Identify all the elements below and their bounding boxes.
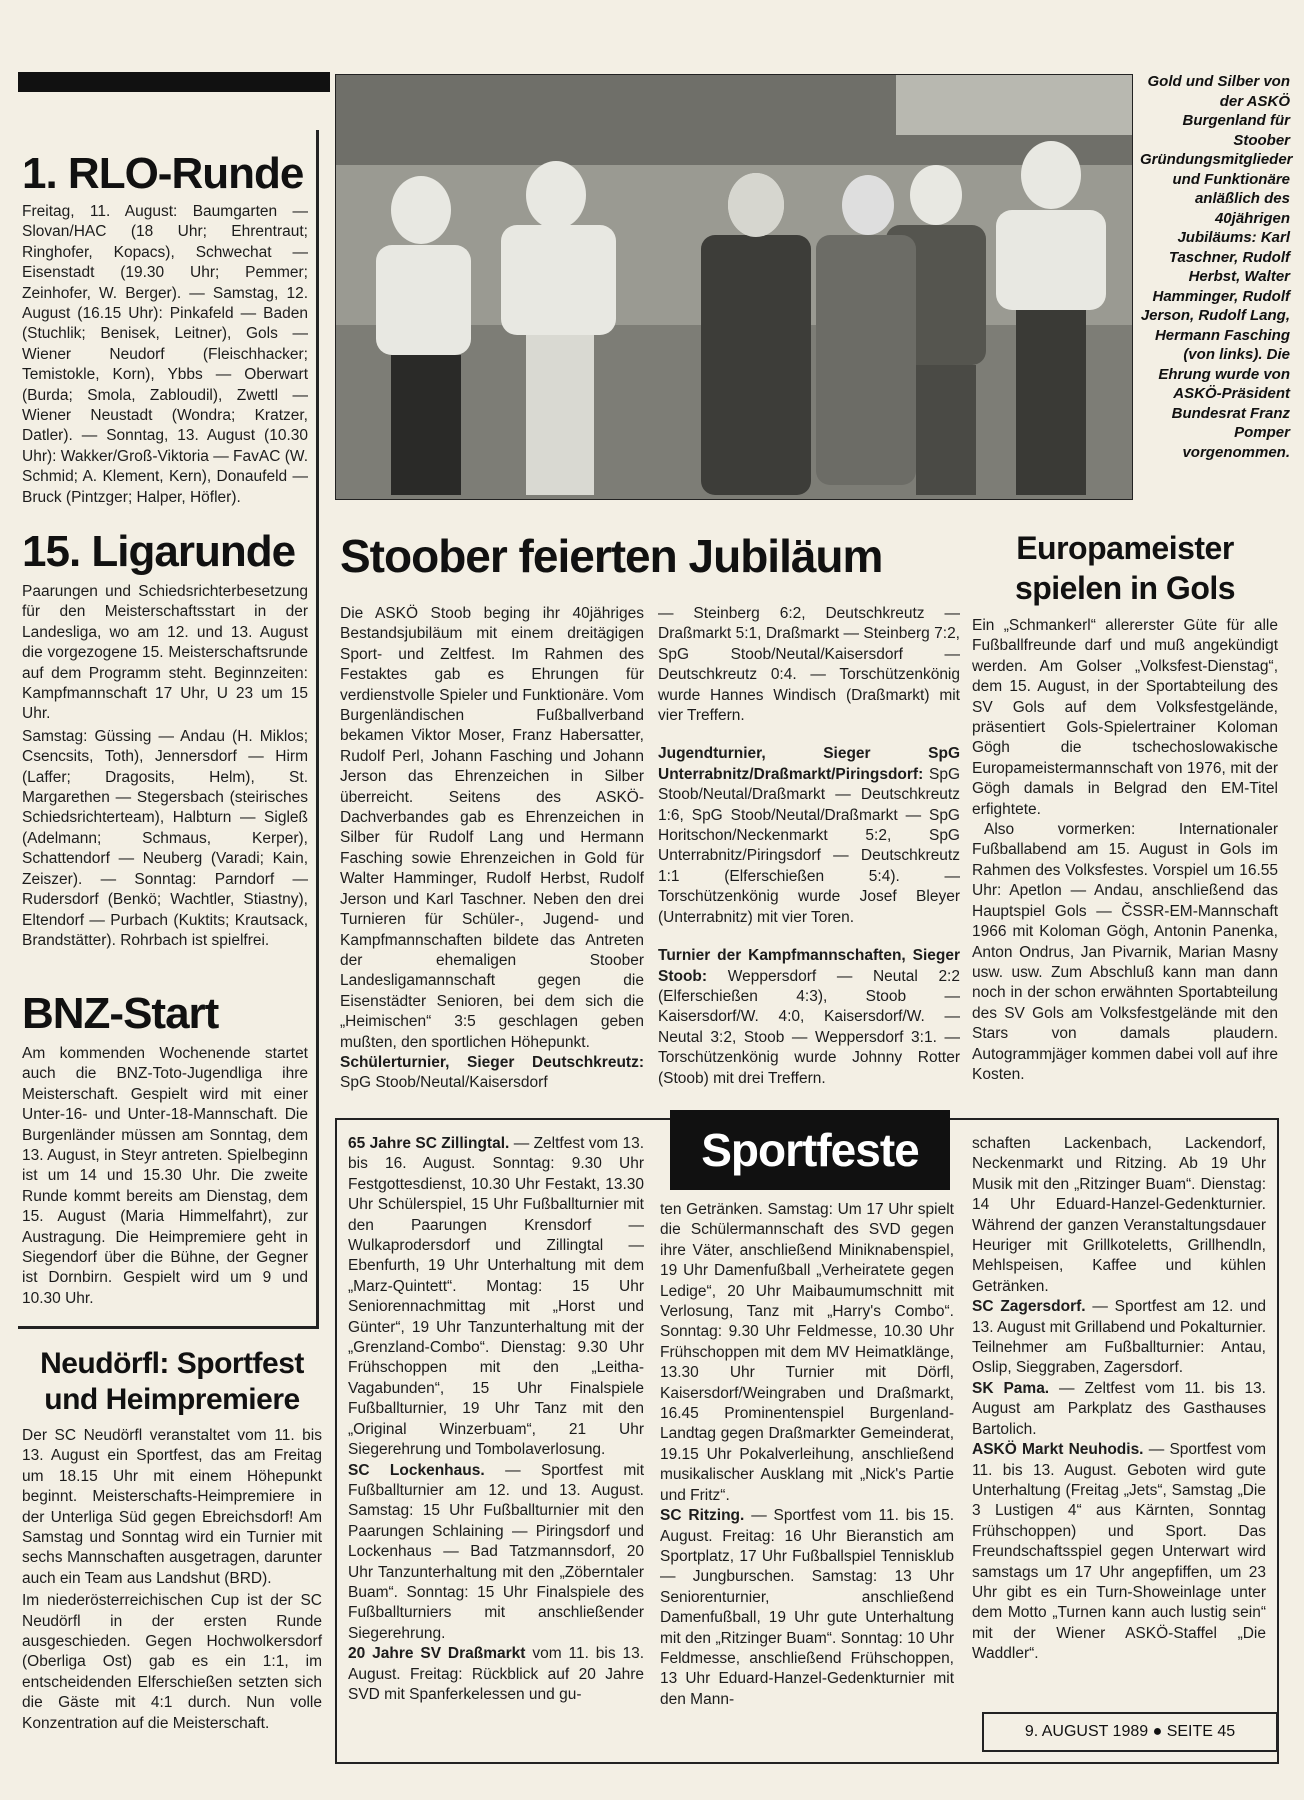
zagersdorf-text: — Sportfest am 12. und 13. August mit Grillabend und Pokalturnier. Teilnehmer am Fußballturnier: Antau, Oslip, Sieggraben, Zagersdorf. <box>972 1298 1267 1377</box>
neudoerfl-body-2: Im niederösterreichischen Cup ist der SC Neudörfl in der ersten Runde ausgeschieden. Gegen Hochwolkersdorf (Oberliga Ost) gab es ein 1:1, im entscheidenden Elferschießen setzten sich die Gäste mit 4:1 durch. Nun volle Konzentration auf die Meisterschaft. <box>22 1592 322 1732</box>
liga-body-1: Paarungen und Schiedsrichterbesetzung für den Meisterschaftsstart in der Landesliga, wo am 12. und 13. August die vorgezogene 15. Meisterschaftsrunde auf dem Programm steht. Beginnzeiten: Kampfmannschaft 17 Uhr, U 23 um 15 Uhr. <box>22 583 308 723</box>
bnz-article <box>22 990 308 1309</box>
team-photo-illustration <box>336 75 1132 499</box>
ritzing-text: — Sportfest vom 11. bis 15. August. Freitag: 16 Uhr Bieranstich am Sportplatz, 17 Uhr Fußballspiel Tennisklub — Jungburschen. Samstag: 13 Uhr Seniorenturnier, anschließend Damenfußball, 19 Uhr gute Unterhaltung mit den „Ritzinger Buam“. Sonntag: 10 Uhr Feldmesse, anschließend Frühschoppen, 13 Uhr Eduard-Hanzel-Gedenkturnier mit den Mann- <box>660 1507 954 1708</box>
stoob-col-2 <box>658 604 960 1089</box>
pama-label: SK Pama. <box>972 1379 1050 1397</box>
rlo-article <box>22 150 308 508</box>
neudoerfl-body-1: Der SC Neudörfl veranstaltet vom 11. bis 13. August ein Sportfest, das am Freitag um 18.15 Uhr mit einem Höhepunkt beginnt. Meisterschafts-Heimpremiere in der Unterliga Süd gegen Ebreichsdorf! Am Samstag und Sonntag wird ein Turnier mit sechs Mannschaften ausgetragen, darunter auch ein Team aus Landshut (BRD). <box>22 1427 322 1587</box>
liga-body-2: Samstag: Güssing — Andau (H. Miklos; Csencsits, Toth), Jennersdorf — Hirm (Laffer; Dragosits, Helm), St. Margarethen — Stegersbach (steirisches Schiedsrichterteam), Halbturn — Sigleß (Adelmann; Schmaus, Kerper), Schattendorf — Neuberg (Varadi; Kain, Zeiszer). — Sonntag: Parndorf — Rudersdorf (Benkö; Wachtler, Stiastny), Eltendorf — Purbach (Kuktits; Krautsack, Brandstätter). Rohrbach ist spielfrei. <box>22 727 308 949</box>
lockenhaus-text: — Sportfest mit Fußballturnier am 12. und 13. August. Samstag: 15 Uhr Fußballturnier mit den Paarungen Schlaining — Piringsdorf und Lockenhaus — Bad Tatzmannsdorf, 20 Uhr Tanzunterhaltung mit den „Zöberntaler Buam“. Sonntag: 15 Uhr Finalspiele des Fußballturniers mit anschließender Siegerehrung. <box>348 1461 645 1642</box>
ritzing-label: SC Ritzing. <box>660 1507 745 1525</box>
pama-text: — Zeltfest vom 11. bis 13. August am Parkplatz des Gasthauses Bartolich. <box>972 1379 1266 1438</box>
neuhodis-text: — Sportfest vom 11. bis 13. August. Geboten wird gute Unterhaltung (Freitag „Jets“, Samstag „Die 3 Lustigen 4“ aus Kärnten, Sonntag Frühschoppen) und Sport. Das Freundschaftsspiel gegen Unterwart wird samstags um 17 Uhr angepfiffen, um 23 Uhr gibt es ein Turn-Showeinlage unter dem Motto „Turnen kann auch lustig sein“ mit der Wiener ASKÖ-Staffel „Die Waddler“. <box>972 1441 1266 1663</box>
zillingtal-label: 65 Jahre SC Zillingtal. <box>348 1135 510 1152</box>
europa-title: Europameister spielen in Gols <box>1014 530 1236 606</box>
stoob-col1-text: Die ASKÖ Stoob beging ihr 40jähriges Bestandsjubiläum mit einem dreitägigen Sport- und Zeltfest. Im Rahmen des Festaktes gab es Ehrungen für verdienstvolle Spieler und Funktionäre. Vom Burgenländischen Fußballverband bekamen Viktor Moser, Franz Habersatter, Rudolf Perl, Johann Fasching und Johann Jerson das Ehrenzeichen in Silber überreicht. Seitens des ASKÖ-Dachverbandes gab es Ehrenzeichen in Silber für Rudolf Lang und Hermann Fasching sowie Ehrenzeichen in Gold für Walter Hamminger, Rudolf Herbst, Rudolf Jerson und Karl Taschner. Neben den drei Turnieren für Schüler-, Jugend- und Kampfmannschaften bildete das Antreten der ehemaligen Stoober Landesligamannschaft gegen die Eisenstädter Senioren, bei dem sich die „Heimischen“ 3:5 geschlagen geben mußten, den sportlichen Höhepunkt. <box>340 605 644 1051</box>
sportfeste-title: Sportfeste <box>670 1110 950 1190</box>
drassmarkt-text: vom 11. bis 13. August. Freitag: Rückblick auf 20 Jahre SVD mit Spanferkelessen und gu- <box>348 1645 644 1703</box>
top-rule <box>18 72 330 92</box>
team-photo <box>335 74 1133 500</box>
rlo-title: 1. RLO-Runde <box>22 149 304 198</box>
drassmarkt-label: 20 Jahre SV Draßmarkt <box>348 1645 526 1663</box>
liga-article <box>22 528 308 951</box>
europa-article <box>972 528 1278 1085</box>
stoob-col2a-text: — Steinberg 6:2, Deutschkreutz — Draßmarkt 5:1, Draßmarkt — Steinberg 7:2, SpG Stoob/Neutal/Kaisersdorf — Deutschkreutz 0:4. — Torschützenkönig wurde Hannes Windisch (Draßmarkt) mit vier Treffern. <box>658 605 960 725</box>
stoob-col2c-label: Turnier der Kampfmannschaften, Sieger Stoob: <box>658 947 960 985</box>
stoob-col1b-label: Schülerturnier, Sieger Deutschkreutz: <box>340 1053 644 1071</box>
sportfeste-col-3 <box>972 1134 1266 1665</box>
stoob-col1b-text: SpG Stoob/Neutal/Kaisersdorf <box>340 1074 548 1092</box>
bnz-body: Am kommenden Wochenende startet auch die BNZ-Toto-Jugendliga ihre Meisterschaft. Gespielt wird mit einer Unter-16- und Unter-18-Mannschaft. Die Burgenländer müssen am Sonntag, dem 13. August, in Steyr antreten. Spielbeginn ist um 14 und 15.30 Uhr. Die zweite Runde kommt bereits am Dienstag, dem 15. August (Maria Himmelfahrt), zur Austragung. Die Heimpremiere geht in Siegendorf über die Bühne, der Gegner ist Dornbirn. Gespielt wird um 9 und 10.30 Uhr. <box>22 1045 308 1307</box>
stoob-col2b-label: Jugendturnier, Sieger SpG Unterrabnitz/Draßmarkt/Piringsdorf: <box>658 745 960 783</box>
neudoerfl-article <box>22 1346 322 1734</box>
lockenhaus-label: SC Lockenhaus. <box>348 1461 485 1479</box>
bnz-title: BNZ-Start <box>22 989 219 1038</box>
stoob-col-1 <box>340 604 644 1094</box>
liga-title: 15. Ligarunde <box>22 527 296 576</box>
stoob-title: Stoober feierten Jubiläum <box>340 530 883 582</box>
drassmarkt-cont-text: ten Getränken. Samstag: Um 17 Uhr spielt die Schülermannschaft des SVD gegen ihre Väter, anschließend Miniknabenspiel, 19 Uhr Damenfußball „Verheiratete gegen Ledige“, 20 Uhr Maibaumumschnitt mit Verlosung, Tanz mit „Harry's Combo“. Sonntag: 9.30 Uhr Feldmesse, 10.30 Uhr Frühschoppen mit dem MV Heimatklänge, 13.30 Uhr Turnier mit Dörfl, Kaisersdorf/Weingraben und Draßmarkt, 16.45 Prominentenspiel Burgenland-Landtag gegen Draßmarkter Gemeinderat, 19.15 Uhr Pokalverleihung, anschließend musikalischer Ausklang mit „Nick's Partie und Fritz“. <box>660 1201 954 1504</box>
zagersdorf-label: SC Zagersdorf. <box>972 1298 1086 1316</box>
europa-body-2: Also vormerken: Internationaler Fußballabend am 15. August in Gols im Rahmen des Volksfestes. Vorspiel um 16.55 Uhr: Apetlon — Andau, anschließend das Hauptspiel Gols — ČSSR-EM-Mannschaft 1966 mit Koloman Gögh, Antonin Panenka, Anton Ondrus, Jan Pivarnik, Marian Masny usw. usw. Zum Abschluß kann man dann noch in der schon erwähnten Sportabteilung des SV Gols am Volksfestgelände mit den Stars von damals plaudern. Autogrammjäger kommen dabei voll auf ihre Kosten. <box>972 821 1278 1083</box>
rlo-body: Freitag, 11. August: Baumgarten — Slovan/HAC (18 Uhr; Ehrentraut; Ringhofer, Kopacs), Schwechat — Eisenstadt (19.30 Uhr; Pemmer; Zeinhofer, W. Berger). — Samstag, 12. August (16.15 Uhr): Pinkafeld — Baden (Stuchlik; Benisek, Leitner), Gols — Wiener Neudorf (Fleischhacker; Temistokle, Korn), Ybbs — Oberwart (Burda; Smola, Zabloudil), Zwettl — Wiener Neustadt (Wondra; Kratzer, Datler). — Sonntag, 13. August (10.30 Uhr): Wakker/Groß-Viktoria — FavAC (W. Schmid; A. Klement, Kern), Donaufeld — Bruck (Pintzger; Halper, Höfler). <box>22 203 308 506</box>
neudoerfl-title: Neudörfl: Sportfest und Heimpremiere <box>40 1347 304 1416</box>
page-footer: 9. AUGUST 1989 ● SEITE 45 <box>982 1712 1278 1752</box>
photo-caption: Gold und Silber von der ASKÖ Burgenland für Stoober Gründungsmitglieder und Funktionäre anläßlich des 40jährigen Jubiläums: Karl Taschner, Rudolf Herbst, Walter Hamminger, Rudolf Jerson, Rudolf Lang, Hermann Fasching (von links). Die Ehrung wurde von ASKÖ-Präsident Bundesrat Franz Pomper vorgenommen. <box>1140 73 1293 461</box>
ritzing-cont-text: schaften Lackenbach, Lackendorf, Neckenmarkt und Ritzing. Ab 19 Uhr Musik mit den „Ritzinger Buam“. Dienstag: 14 Uhr Eduard-Hanzel-Gedenkturnier. Während der ganzen Veranstaltungsdauer Heuriger mit Grillkoteletts, Grillhendln, Mehlspeisen, Kaffee und kühlen Getränken. <box>972 1135 1266 1295</box>
stoob-headline-wrap <box>340 530 960 582</box>
neuhodis-label: ASKÖ Markt Neuhodis. <box>972 1441 1144 1459</box>
europa-body-1: Ein „Schmankerl“ allererster Güte für alle Fußballfreunde darf und muß angekündigt werden. Am Golser „Volksfest-Dienstag“, dem 15. August, in der Sportabteilung des SV Gols auf dem Volksfestgelände, präsentiert Gols-Spielertrainer Koloman Gögh die tschechoslowakische Europameistermannschaft von 1976, mit der Gögh damals in Belgrad den EM-Titel erfightete. <box>972 617 1278 818</box>
stoob-col2c-text: Weppersdorf — Neutal 2:2 (Elferschießen 4:3), Stoob — Kaisersdorf/W. 4:0, Kaisersdorf/W. — Neutal 3:2, Stoob — Weppersdorf 3:1. — Torschützenkönig wurde Johnny Rotter (Stoob) mit drei Treffern. <box>658 967 960 1087</box>
stoob-col2b-text: SpG Stoob/Neutal/Draßmarkt — Deutschkreutz 1:6, SpG Stoob/Neutal/Draßmarkt — SpG Horitschon/Neckenmarkt 5:2, SpG Unterrabnitz/Piringsdorf — Deutschkreutz 1:1 (Elferschießen 5:4). — Torschützenkönig wurde Josef Bleyer (Unterrabnitz) mit vier Toren. <box>658 765 960 926</box>
sportfeste-col-2 <box>660 1200 954 1710</box>
sportfeste-col-1 <box>348 1134 644 1705</box>
zillingtal-text: — Zeltfest vom 13. bis 16. August. Sonntag: 9.30 Uhr Festgottesdienst, 10.30 Uhr Festakt, 13.30 Uhr Schülerspiel, 15 Uhr Fußballturnier mit den Paarungen Krensdorf — Wulkaprodersdorf und Zillingtal — Ebenfurth, 19 Uhr Unterhaltung mit dem „Marz-Quintett“. Montag: 15 Uhr Seniorennachmittag mit „Horst und Günter“, 19 Uhr Tanzunterhaltung mit der „Grenzland-Combo“. Dienstag: 9.30 Uhr Frühschoppen mit den „Leitha-Vagabunden“, 15 Uhr Finalspiele Fußballturnier, 19 Uhr Tanz mit den „Original Winzerbuam“, 21 Uhr Siegerehrung und Tombolaverlosung. <box>348 1135 645 1459</box>
